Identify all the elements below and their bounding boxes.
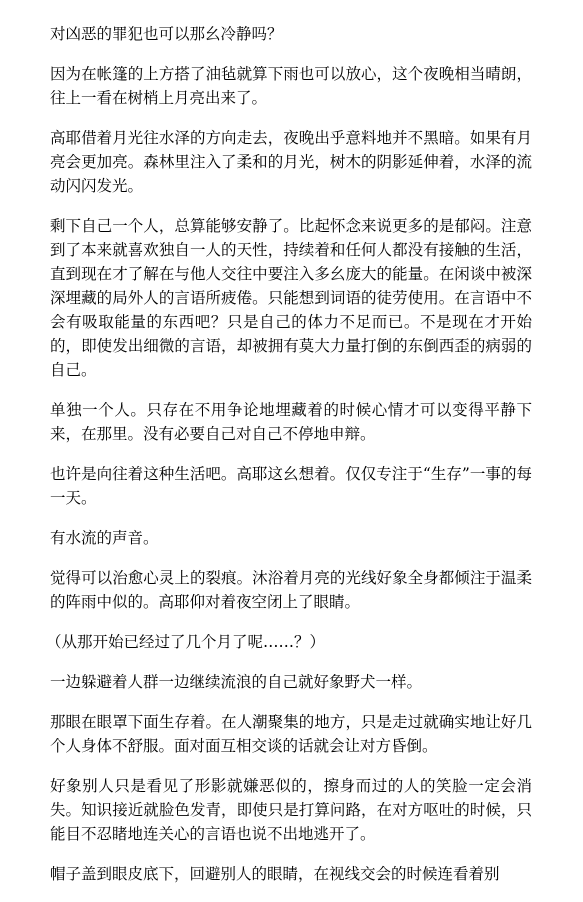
paragraph-6: 也许是向往着这种生活吧。高耶这幺想着。仅仅专注于“生存”一事的每一天。 — [50, 465, 532, 507]
paragraph-10: 一边躲避着人群一边继续流浪的自己就好象野犬一样。 — [50, 673, 423, 691]
paragraph-9: （从那开始已经过了几个月了呢……？） — [46, 633, 326, 651]
paragraph-11: 那眼在眼罩下面生存着。在人潮聚集的地方，只是走过就确实地让好几个人身体不舒服。面对面互相交谈的话就会让对方昏倒。 — [50, 713, 532, 755]
paragraph-5: 单独一个人。只存在不用争论地埋藏着的时候心情才可以变得平静下来，在那里。没有必要自己对自己不停地申辩。 — [50, 401, 532, 443]
paragraph-7: 有水流的声音。 — [50, 529, 159, 547]
paragraph-2: 因为在帐篷的上方搭了油毡就算下雨也可以放心，这个夜晚相当晴朗，往上一看在树梢上月亮出来了。 — [50, 65, 532, 107]
paragraph-13: 帽子盖到眼皮底下，回避别人的眼睛，在视线交会的时候连看着别 — [50, 865, 500, 883]
document-page — [46, 22, 532, 902]
paragraph-3: 高耶借着月光往水泽的方向走去，夜晚出乎意料地并不黑暗。如果有月亮会更加亮。森林里注入了柔和的月光，树木的阴影延伸着，水泽的流动闪闪发光。 — [50, 129, 532, 195]
paragraph-4: 剩下自己一个人，总算能够安静了。比起怀念来说更多的是郁闷。注意到了本来就喜欢独自一人的天性，持续着和任何人都没有接触的生活，直到现在才了解在与他人交往中要注入多幺庞大的能量。在闲谈中被深深埋藏的局外人的言语所疲倦。只能想到词语的徒劳使用。在言语中不会有吸取能量的东西吧？只是自己的体力不足而已。不是现在才开始的，即使发出细微的言语，却被拥有莫大力量打倒的东倒西歪的病弱的自己。 — [50, 217, 532, 379]
paragraph-12: 好象别人只是看见了形影就嫌恶似的，擦身而过的人的笑脸一定会消失。知识接近就脸色发青，即使只是打算问路，在对方呕吐的时候，只能目不忍睹地连关心的言语也说不出地逃开了。 — [50, 777, 532, 843]
paragraph-8: 觉得可以治愈心灵上的裂痕。沐浴着月亮的光线好象全身都倾注于温柔的阵雨中似的。高耶仰对着夜空闭上了眼睛。 — [50, 569, 532, 611]
paragraph-1: 对凶恶的罪犯也可以那幺冷静吗？ — [50, 25, 283, 43]
